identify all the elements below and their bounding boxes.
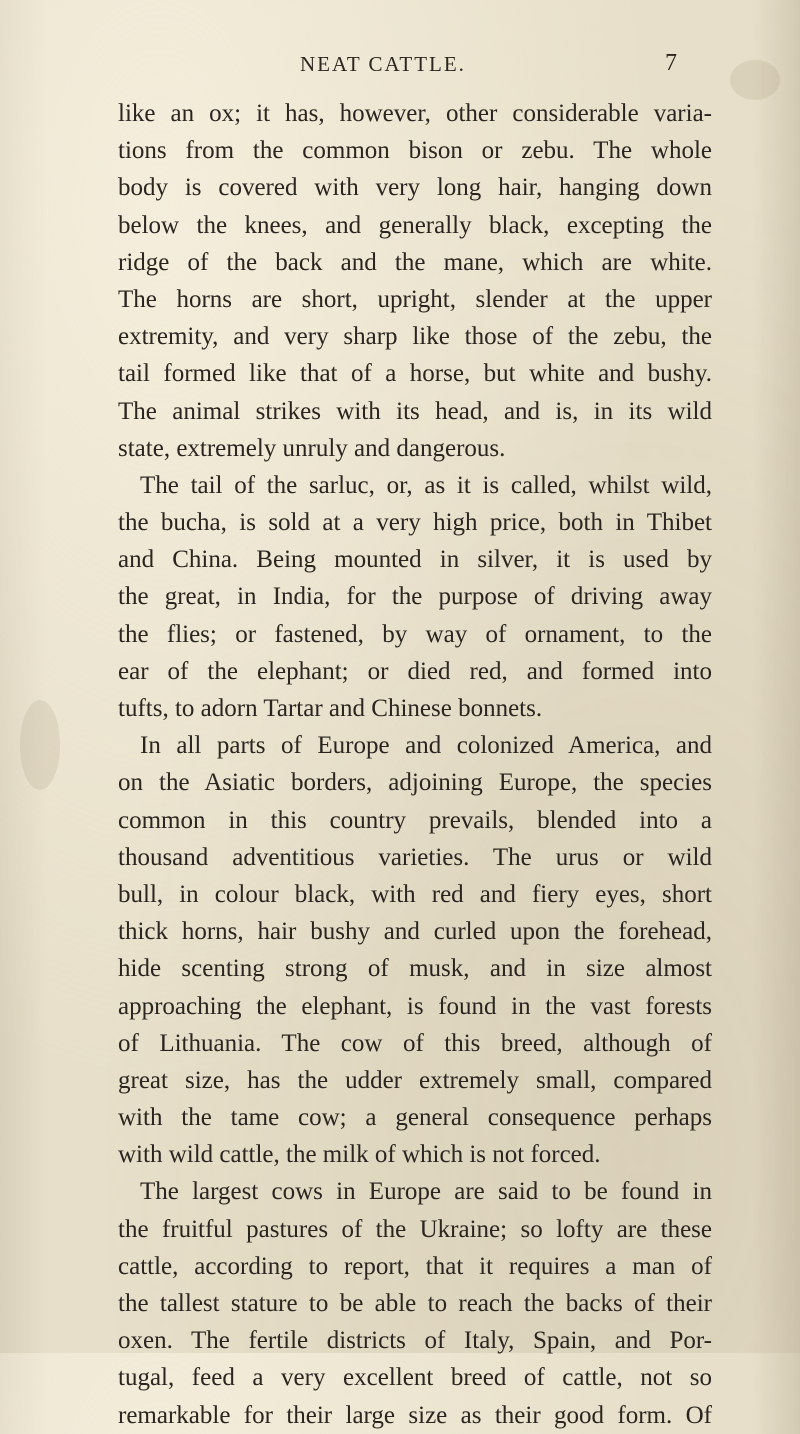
text-line: with the tame cow; a general consequence perhaps xyxy=(118,1104,712,1132)
text-line: hide scenting strong of musk, and in size almost xyxy=(118,955,712,983)
text-line: tail formed like that of a horse, but white and bushy. xyxy=(118,360,712,388)
text-line: approaching the elephant, is found in the vast forests xyxy=(118,992,712,1020)
text-line: below the knees, and generally black, excepting the xyxy=(118,211,712,239)
text-line: ear of the elephant; or died red, and formed into xyxy=(118,657,712,685)
text-line: tions from the common bison or zebu. The whole xyxy=(118,137,712,165)
text-line: In all parts of Europe and colonized America, and xyxy=(140,732,712,760)
text-line: the bucha, is sold at a very high price, both in Thibet xyxy=(118,509,712,537)
text-line: common in this country prevails, blended into a xyxy=(118,806,712,834)
text-line: the fruitful pastures of the Ukraine; so lofty are these xyxy=(118,1215,712,1243)
running-head xyxy=(0,52,800,86)
text-line: the great, in India, for the purpose of driving away xyxy=(118,583,712,611)
text-line: of Lithuania. The cow of this breed, although of xyxy=(118,1029,712,1057)
text-line: oxen. The fertile districts of Italy, Spain, and Por- xyxy=(118,1327,712,1355)
paper-stain xyxy=(20,700,60,790)
text-line: The largest cows in Europe are said to be found in xyxy=(140,1178,712,1206)
text-line: The animal strikes with its head, and is, in its wild xyxy=(118,397,712,425)
text-line: state, extremely unruly and dangerous. xyxy=(118,434,506,462)
text-line: bull, in colour black, with red and fiery eyes, short xyxy=(118,880,712,908)
text-line: tufts, to adorn Tartar and Chinese bonnets. xyxy=(118,695,543,722)
body-text xyxy=(118,95,712,1434)
text-line: the flies; or fastened, by way of ornament, to the xyxy=(118,620,712,648)
text-line: The horns are short, upright, slender at the upper xyxy=(118,285,712,313)
text-line: great size, has the udder extremely small, compared xyxy=(118,1066,712,1094)
text-line: thousand adventitious varieties. The urus or wild xyxy=(118,843,712,871)
text-line: body is covered with very long hair, hanging down xyxy=(118,174,712,202)
text-line: with wild cattle, the milk of which is not forced. xyxy=(118,1141,601,1169)
text-line: cattle, according to report, that it requires a man of xyxy=(118,1252,712,1280)
text-line: like an ox; it has, however, other considerable varia- xyxy=(118,100,712,127)
running-title: NEAT CATTLE. xyxy=(300,52,466,76)
text-line: extremity, and very sharp like those of the zebu, the xyxy=(118,323,712,351)
text-line: and China. Being mounted in silver, it is used by xyxy=(118,546,712,574)
text-line: remarkable for their large size as their good form. Of xyxy=(118,1401,712,1429)
text-line: ridge of the back and the mane, which are white. xyxy=(118,248,712,276)
text-line: on the Asiatic borders, adjoining Europe, the species xyxy=(118,769,712,797)
page-number: 7 xyxy=(665,50,677,76)
text-line: the tallest stature to be able to reach the backs of their xyxy=(118,1290,712,1317)
text-line: thick horns, hair bushy and curled upon the forehead, xyxy=(118,918,712,946)
text-line: The tail of the sarluc, or, as it is called, whilst wild, xyxy=(140,471,712,499)
text-line: tugal, feed a very excellent breed of cattle, not so xyxy=(118,1364,712,1392)
